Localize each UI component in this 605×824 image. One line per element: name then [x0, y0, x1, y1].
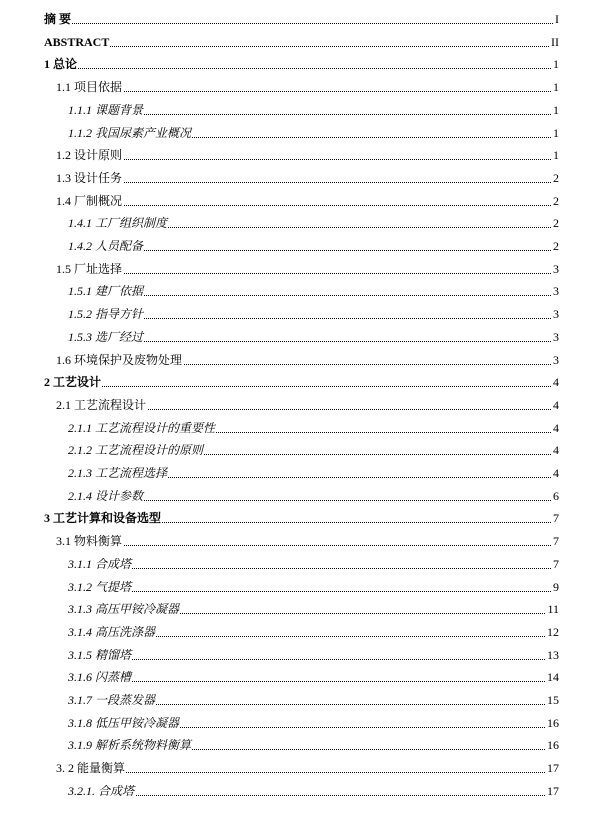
- toc-entry-page: 15: [547, 693, 559, 707]
- toc-entry-page: 1: [553, 80, 559, 95]
- toc-leader-dots: [68, 794, 553, 796]
- toc-leader-dots: [44, 67, 553, 69]
- toc-entry-title: 3.1.2 气提塔: [68, 579, 132, 594]
- toc-entry-page: 4: [553, 443, 559, 458]
- toc-entry[interactable]: [0, 214, 605, 232]
- toc-entry-title: 1.2 设计原则: [56, 148, 123, 163]
- toc-leader-dots: [56, 181, 553, 183]
- toc-entry[interactable]: [0, 487, 605, 505]
- toc-entry-page: 2: [553, 216, 559, 231]
- toc-entry[interactable]: [0, 782, 605, 800]
- toc-entry[interactable]: [0, 623, 605, 641]
- toc-entry-title: 3.1.7 一段蒸发器: [68, 693, 156, 707]
- toc-entry-title: 2.1 工艺流程设计: [56, 397, 147, 412]
- toc-leader-dots: [56, 272, 553, 274]
- toc-entry-page: 3: [553, 307, 559, 322]
- toc-entry[interactable]: [0, 237, 605, 255]
- toc-entry-page: 1: [553, 57, 559, 72]
- toc-entry[interactable]: [0, 736, 605, 754]
- toc-entry-page: 4: [553, 397, 559, 412]
- toc-entry-title: 1.4.1 工厂组织制度: [68, 216, 168, 231]
- toc-entry-title: 摘 要: [44, 12, 72, 26]
- toc-entry[interactable]: [0, 10, 605, 28]
- toc-entry[interactable]: [0, 260, 605, 278]
- toc-entry-title: 3.1.1 合成塔: [68, 556, 132, 571]
- toc-entry-page: 3: [553, 329, 559, 344]
- toc-entry[interactable]: [0, 714, 605, 732]
- toc-entry[interactable]: [0, 441, 605, 459]
- toc-entry-page: 7: [553, 556, 559, 571]
- toc-entry-page: 6: [553, 488, 559, 503]
- toc-entry-page: 13: [547, 647, 559, 662]
- toc-leader-dots: [68, 658, 553, 660]
- toc-entry-page: 17: [547, 783, 559, 798]
- toc-entry-page: I: [555, 12, 559, 26]
- toc-entry[interactable]: [0, 78, 605, 96]
- toc-entry[interactable]: [0, 668, 605, 686]
- toc-entry-page: 1: [553, 125, 559, 140]
- toc-entry-title: 2.1.1 工艺流程设计的重要性: [68, 420, 216, 435]
- toc-entry-page: 16: [547, 738, 559, 753]
- toc-entry-page: 7: [553, 534, 559, 549]
- toc-entry-title: 1.4.2 人员配备: [68, 239, 144, 253]
- toc-leader-dots: [44, 45, 553, 47]
- toc-entry-title: 1.6 环境保护及废物处理: [56, 352, 183, 367]
- toc-entry-page: 12: [547, 624, 559, 639]
- toc-entry[interactable]: [0, 759, 605, 777]
- toc-entry-title: 2.1.4 设计参数: [68, 488, 144, 503]
- toc-entry[interactable]: [0, 351, 605, 369]
- toc-entry-page: 3: [553, 352, 559, 367]
- toc-entry-title: 1.3 设计任务: [56, 170, 123, 185]
- toc-leader-dots: [56, 544, 553, 546]
- toc-entry[interactable]: [0, 282, 605, 300]
- toc-entry-title: 1.4 厂制概况: [56, 193, 123, 208]
- toc-entry-title: 1.1.1 课题背景: [68, 102, 144, 117]
- toc-entry[interactable]: [0, 464, 605, 482]
- toc-entry-page: 16: [547, 715, 559, 730]
- toc-entry-title: 1 总论: [44, 57, 78, 72]
- toc-leader-dots: [68, 567, 553, 569]
- toc-entry[interactable]: [0, 396, 605, 414]
- toc-entry-page: 7: [553, 511, 559, 526]
- toc-entry-title: 3.1.8 低压甲铵冷凝器: [68, 715, 180, 730]
- toc-entry-title: 1.5.2 指导方针: [68, 307, 144, 322]
- toc-entry-page: 4: [553, 466, 559, 480]
- toc-entry-page: II: [551, 34, 559, 49]
- toc-leader-dots: [56, 90, 553, 92]
- toc-entry-title: 1.1.2 我国尿素产业概况: [68, 125, 192, 140]
- toc-entry-title: 2.1.3 工艺流程选择: [68, 466, 168, 480]
- toc-entry-title: 3.1.6 闪蒸槽: [68, 670, 132, 685]
- toc-entry-page: 2: [553, 239, 559, 253]
- toc-entry[interactable]: [0, 101, 605, 119]
- toc-entry-page: 4: [553, 375, 559, 390]
- toc-entry-title: 2.1.2 工艺流程设计的原则: [68, 443, 204, 458]
- toc-entry-title: 3.1.3 高压甲铵冷凝器: [68, 602, 180, 617]
- toc-entry-title: 1.1 项目依据: [56, 80, 123, 95]
- toc-entry[interactable]: [0, 169, 605, 187]
- toc-entry-title: 3. 2 能量衡算: [56, 761, 126, 776]
- toc-entry-page: 3: [553, 261, 559, 276]
- toc-leader-dots: [56, 204, 553, 206]
- toc-entry-page: 2: [553, 170, 559, 185]
- toc-entry[interactable]: [0, 578, 605, 596]
- toc-entry[interactable]: [0, 305, 605, 323]
- toc-entry[interactable]: [0, 192, 605, 210]
- toc-leader-dots: [56, 158, 553, 160]
- toc-entry-page: 1: [553, 148, 559, 163]
- toc-entry-title: ABSTRACT: [44, 34, 110, 49]
- toc-entry[interactable]: [0, 555, 605, 573]
- toc-leader-dots: [44, 385, 553, 387]
- toc-entry[interactable]: [0, 33, 605, 51]
- toc-entry-title: 1.5.3 选厂经过: [68, 329, 144, 344]
- toc-entry[interactable]: [0, 532, 605, 550]
- toc-entry[interactable]: [0, 328, 605, 346]
- toc-entry-page: 1: [553, 102, 559, 117]
- toc-entry-page: 11: [547, 602, 559, 617]
- toc-entry[interactable]: [0, 55, 605, 73]
- toc-entry-page: 2: [553, 193, 559, 208]
- toc-entry-page: 14: [547, 670, 559, 685]
- toc-leader-dots: [44, 22, 553, 24]
- toc-entry-page: 3: [553, 284, 559, 299]
- toc-leader-dots: [56, 771, 553, 773]
- toc-entry-title: 1.5 厂址选择: [56, 261, 123, 276]
- toc-entry[interactable]: [0, 691, 605, 709]
- toc-leader-dots: [68, 680, 553, 682]
- toc-entry-page: 9: [553, 579, 559, 594]
- toc-entry[interactable]: [0, 419, 605, 437]
- toc-entry[interactable]: [0, 600, 605, 618]
- toc-entry-title: 3.1.9 解析系统物料衡算: [68, 738, 192, 753]
- toc-entry[interactable]: [0, 373, 605, 391]
- toc-entry-page: 17: [547, 761, 559, 776]
- toc-entry-title: 3 工艺计算和设备选型: [44, 511, 162, 526]
- toc-entry-title: 3.2.1. 合成塔: [68, 783, 135, 798]
- toc-entry[interactable]: [0, 646, 605, 664]
- toc-entry-title: 3.1.4 高压洗涤器: [68, 624, 156, 639]
- toc-entry-title: 3.1.5 精馏塔: [68, 647, 132, 662]
- toc-entry-title: 1.5.1 建厂依据: [68, 284, 144, 299]
- toc-leader-dots: [68, 590, 553, 592]
- toc-entry-title: 3.1 物料衡算: [56, 534, 123, 549]
- toc-entry-title: 2 工艺设计: [44, 375, 102, 390]
- toc-entry[interactable]: [0, 124, 605, 142]
- toc-entry[interactable]: [0, 146, 605, 164]
- toc-entry-page: 4: [553, 420, 559, 435]
- toc-entry[interactable]: [0, 509, 605, 527]
